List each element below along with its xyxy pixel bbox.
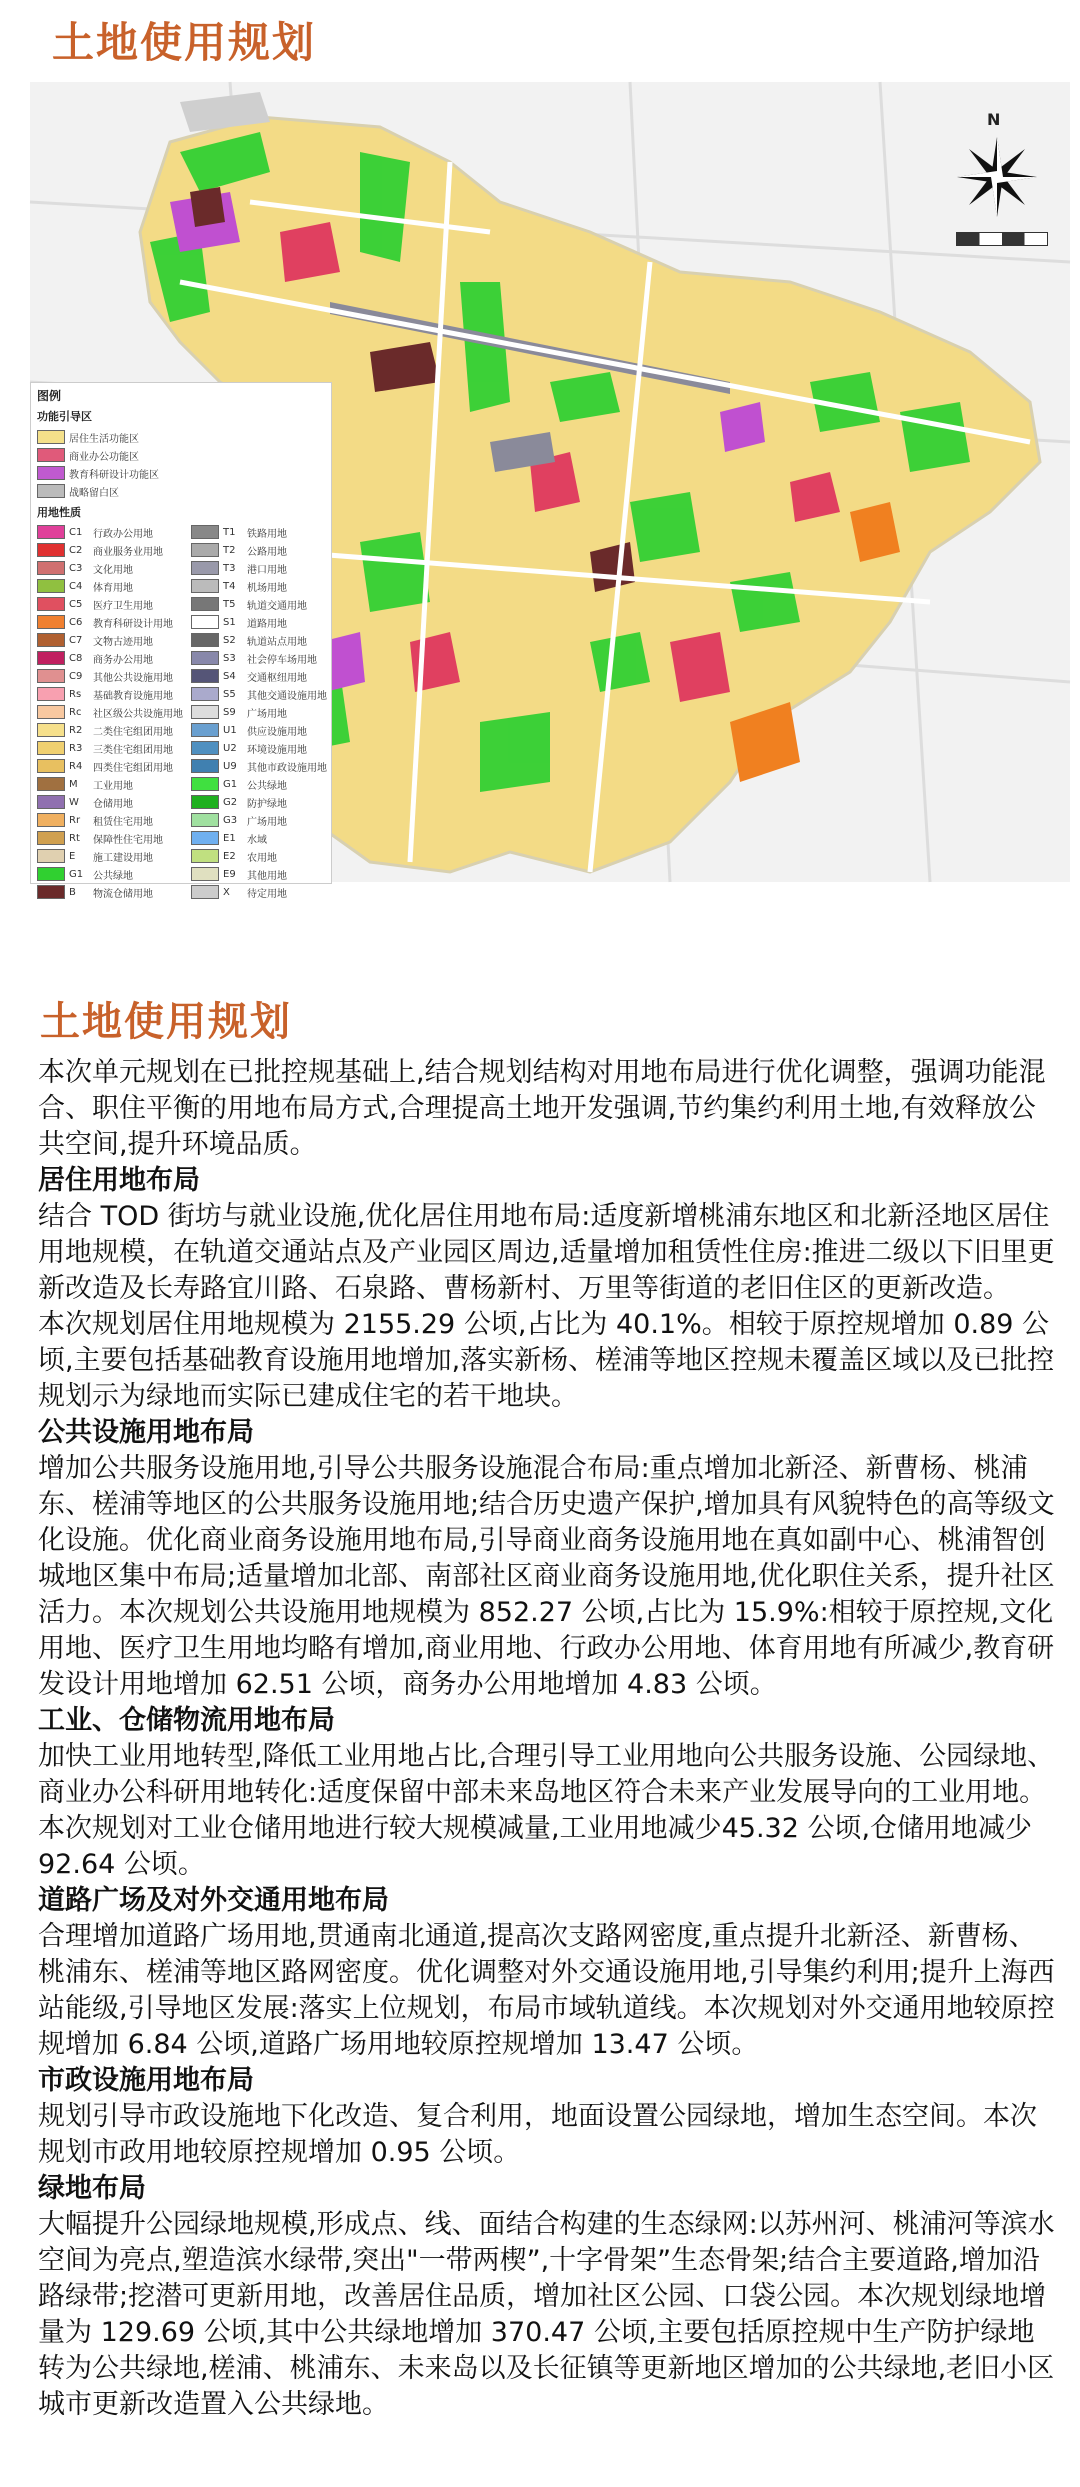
legend-landuse-item xyxy=(37,848,183,864)
legend-landuse-item xyxy=(191,740,327,756)
legend-subtitle-function: 功能引导区 xyxy=(37,410,92,423)
legend-item-code: S5 xyxy=(223,688,236,700)
legend-landuse-item xyxy=(37,542,183,558)
legend-landuse-item xyxy=(191,812,327,828)
legend-swatch xyxy=(37,813,65,827)
legend-item-label: 商业办公功能区 xyxy=(69,451,139,463)
legend-swatch xyxy=(191,759,219,773)
legend-swatch xyxy=(37,777,65,791)
heading-municipal: 市政设施用地布局 xyxy=(38,2065,254,2096)
legend-landuse-item xyxy=(37,740,183,756)
legend-item-code: Rt xyxy=(69,832,80,844)
legend-landuse-item xyxy=(191,560,327,576)
legend-item-code: T5 xyxy=(223,598,236,610)
map-legend xyxy=(30,382,332,900)
heading-residential: 居住用地布局 xyxy=(38,1165,200,1196)
legend-item-label: 文物古迹用地 xyxy=(93,636,153,648)
legend-item-label: 铁路用地 xyxy=(247,528,287,540)
legend-landuse-item xyxy=(191,614,327,630)
legend-landuse-item xyxy=(191,848,327,864)
legend-landuse-item xyxy=(191,758,327,774)
legend-item-label: 水域 xyxy=(247,834,267,846)
legend-item-code: S3 xyxy=(223,652,236,664)
legend-swatch xyxy=(191,777,219,791)
legend-item-code: S1 xyxy=(223,616,236,628)
legend-landuse-item xyxy=(191,542,327,558)
legend-item-label: 广场用地 xyxy=(247,708,287,720)
legend-landuse-item xyxy=(37,632,183,648)
legend-item-code: U1 xyxy=(223,724,237,736)
paragraph: 本次规划居住用地规模为 2155.29 公顷,占比为 40.1%。相较于原控规增加 0.89 公顷,主要包括基础教育设施用地增加,落实新杨、槎浦等地区控规未覆盖区域以及已批控规划示为绿地而实际已建成住宅的若干地块。 xyxy=(38,1309,1055,1412)
legend-item-label: 港口用地 xyxy=(247,564,287,576)
legend-item-code: T1 xyxy=(223,526,236,538)
paragraph: 合理增加道路广场用地,贯通南北通道,提高次支路网密度,重点提升北新泾、新曹杨、桃浦东、槎浦等地区路网密度。优化调整对外交通设施用地,引导集约利用;提升上海西站能级,引导地区发展:落实上位规划，布局市域轨道线。本次规划对外交通用地较原控规增加 6.84 公顷,道路广场用地较原控规增加 13.47 公顷。 xyxy=(38,1921,1055,2060)
legend-swatch xyxy=(37,741,65,755)
legend-item-code: G3 xyxy=(223,814,238,826)
legend-swatch xyxy=(191,867,219,881)
legend-swatch xyxy=(37,448,65,462)
legend-item-label: 三类住宅组团用地 xyxy=(93,744,173,756)
legend-item-label: 商业服务业用地 xyxy=(93,546,163,558)
legend-item-code: E9 xyxy=(223,868,236,880)
legend-swatch xyxy=(37,466,65,480)
legend-item-code: C3 xyxy=(69,562,83,574)
legend-function-item xyxy=(37,482,325,500)
legend-swatch xyxy=(37,430,65,444)
legend-item-code: W xyxy=(69,796,79,808)
legend-swatch xyxy=(37,885,65,899)
legend-swatch xyxy=(191,831,219,845)
legend-item-label: 医疗卫生用地 xyxy=(93,600,153,612)
heading-industrial: 工业、仓储物流用地布局 xyxy=(38,1705,335,1736)
north-label: N xyxy=(987,110,1001,129)
legend-item-label: 商务办公用地 xyxy=(93,654,153,666)
legend-swatch xyxy=(191,687,219,701)
legend-item-label: 其他市政设施用地 xyxy=(247,762,327,774)
legend-item-label: 交通枢纽用地 xyxy=(247,672,307,684)
legend-function-item xyxy=(37,464,325,482)
paragraph: 大幅提升公园绿地规模,形成点、线、面结合构建的生态绿网:以苏州河、桃浦河等滨水空间为亮点,塑造滨水绿带,突出"一带两楔”,十字骨架”生态骨架;结合主要道路,增加沿路绿带;挖潜可更新用地，改善居住品质，增加社区公园、口袋公园。本次规划绿地增量为 129.69 公顷,其中公共绿地增加 370.47 公顷,主要包括原控规中生产防护绿地转为公共绿地,槎浦、桃浦东、未来岛以及长征镇等更新地区增加的公共绿地,老旧小区城市更新改造置入公共绿地。 xyxy=(38,2209,1055,2420)
legend-landuse-item xyxy=(191,722,327,738)
legend-item-label: 社会停车场用地 xyxy=(247,654,317,666)
legend-swatch xyxy=(37,723,65,737)
legend-swatch xyxy=(191,741,219,755)
heading-public-facilities: 公共设施用地布局 xyxy=(38,1417,254,1448)
legend-landuse-item xyxy=(37,866,183,882)
legend-swatch xyxy=(191,543,219,557)
legend-swatch xyxy=(191,849,219,863)
legend-swatch xyxy=(37,867,65,881)
legend-item-code: C5 xyxy=(69,598,83,610)
legend-item-code: Rr xyxy=(69,814,81,826)
legend-swatch xyxy=(37,795,65,809)
legend-landuse-item xyxy=(191,524,327,540)
legend-swatch xyxy=(191,597,219,611)
legend-item-label: 轨道交通用地 xyxy=(247,600,307,612)
legend-item-code: C7 xyxy=(69,634,83,646)
legend-item-label: 公共绿地 xyxy=(247,780,287,792)
legend-landuse-item xyxy=(37,812,183,828)
legend-item-label: 体育用地 xyxy=(93,582,133,594)
legend-landuse-item xyxy=(37,704,183,720)
legend-function-item xyxy=(37,428,325,446)
heading-green: 绿地布局 xyxy=(38,2173,146,2204)
legend-item-code: B xyxy=(69,886,76,898)
legend-item-code: R4 xyxy=(69,760,83,772)
legend-landuse-item xyxy=(37,524,183,540)
legend-item-label: 保障性住宅用地 xyxy=(93,834,163,846)
legend-item-label: 社区级公共设施用地 xyxy=(93,708,183,720)
legend-landuse-item xyxy=(37,596,183,612)
legend-landuse-item xyxy=(191,650,327,666)
legend-item-code: U9 xyxy=(223,760,237,772)
legend-swatch xyxy=(191,813,219,827)
legend-swatch xyxy=(191,723,219,737)
legend-subtitle-landuse: 用地性质 xyxy=(37,506,81,519)
legend-swatch xyxy=(37,849,65,863)
legend-item-label: 公路用地 xyxy=(247,546,287,558)
paragraph: 增加公共服务设施用地,引导公共服务设施混合布局:重点增加北新泾、新曹杨、桃浦东、槎浦等地区的公共服务设施用地;结合历史遗产保护,增加具有风貌特色的高等级文化设施。优化商业商务设施用地布局,引导商业商务设施用地在真如副中心、桃浦智创城地区集中布局;适量增加北部、南部社区商业商务设施用地,优化职住关系，提升社区活力。本次规划公共设施用地规模为 852.27 公顷,占比为 15.9%:相较于原控规,文化用地、医疗卫生用地均略有增加,商业用地、行政办公用地、体育用地有所减少,教育研发设计用地增加 62.51 公顷，商务办公用地增加 4.83 公顷。 xyxy=(38,1453,1055,1700)
legend-swatch xyxy=(37,579,65,593)
legend-item-label: 施工建设用地 xyxy=(93,852,153,864)
legend-landuse-item xyxy=(191,884,327,900)
legend-landuse-item xyxy=(37,668,183,684)
legend-landuse-item xyxy=(191,830,327,846)
legend-function-item xyxy=(37,446,325,464)
legend-item-label: 其他公共设施用地 xyxy=(93,672,173,684)
legend-landuse-item xyxy=(37,776,183,792)
legend-item-code: M xyxy=(69,778,78,790)
legend-landuse-item xyxy=(191,866,327,882)
legend-swatch xyxy=(37,759,65,773)
legend-landuse-item xyxy=(37,560,183,576)
legend-title: 图例 xyxy=(37,389,62,403)
legend-swatch xyxy=(191,525,219,539)
legend-item-code: C6 xyxy=(69,616,83,628)
legend-item-label: 仓储用地 xyxy=(93,798,133,810)
legend-item-code: R2 xyxy=(69,724,83,736)
legend-item-code: C9 xyxy=(69,670,83,682)
land-use-map xyxy=(30,82,1070,900)
legend-item-code: X xyxy=(223,886,230,898)
legend-item-label: 基础教育设施用地 xyxy=(93,690,173,702)
legend-item-label: 物流仓储用地 xyxy=(93,888,153,900)
intro-paragraph: 本次单元规划在已批控规基础上,结合规划结构对用地布局进行优化调整，强调功能混合、职住平衡的用地布局方式,合理提高土地开发强调,节约集约利用土地,有效释放公共空间,提升环境品质。 xyxy=(38,1057,1046,1160)
legend-swatch xyxy=(191,795,219,809)
legend-landuse-item xyxy=(191,668,327,684)
legend-item-label: 战略留白区 xyxy=(69,487,119,499)
legend-item-code: U2 xyxy=(223,742,237,754)
legend-swatch xyxy=(191,885,219,899)
legend-landuse-item xyxy=(191,632,327,648)
legend-landuse-item xyxy=(191,686,327,702)
north-arrow xyxy=(942,112,1052,222)
legend-landuse-item xyxy=(191,596,327,612)
legend-landuse-items xyxy=(31,522,331,902)
legend-swatch xyxy=(37,651,65,665)
legend-item-label: 教育科研设计功能区 xyxy=(69,469,159,481)
legend-swatch xyxy=(191,669,219,683)
legend-item-code: C8 xyxy=(69,652,83,664)
legend-item-code: G2 xyxy=(223,796,238,808)
legend-item-label: 其他用地 xyxy=(247,870,287,882)
legend-item-code: C4 xyxy=(69,580,83,592)
legend-landuse-item xyxy=(37,686,183,702)
legend-landuse-item xyxy=(191,794,327,810)
legend-swatch xyxy=(37,525,65,539)
legend-item-code: R3 xyxy=(69,742,83,754)
legend-swatch xyxy=(191,579,219,593)
legend-swatch xyxy=(37,561,65,575)
legend-landuse-item xyxy=(37,578,183,594)
legend-landuse-item xyxy=(37,794,183,810)
legend-swatch xyxy=(191,615,219,629)
legend-item-label: 二类住宅组团用地 xyxy=(93,726,173,738)
legend-swatch xyxy=(37,669,65,683)
legend-item-label: 教育科研设计用地 xyxy=(93,618,173,630)
legend-item-code: C1 xyxy=(69,526,83,538)
legend-item-label: 供应设施用地 xyxy=(247,726,307,738)
legend-landuse-item xyxy=(37,758,183,774)
legend-item-code: Rs xyxy=(69,688,82,700)
legend-landuse-item xyxy=(191,704,327,720)
legend-item-code: T2 xyxy=(223,544,236,556)
legend-item-code: T3 xyxy=(223,562,236,574)
legend-swatch xyxy=(191,561,219,575)
legend-item-code: T4 xyxy=(223,580,236,592)
legend-item-code: E xyxy=(69,850,76,862)
paragraph: 规划引导市政设施地下化改造、复合利用，地面设置公园绿地，增加生态空间。本次规划市政用地较原控规增加 0.95 公顷。 xyxy=(38,2101,1037,2168)
legend-item-code: C2 xyxy=(69,544,83,556)
legend-landuse-item xyxy=(191,578,327,594)
legend-item-label: 租赁住宅用地 xyxy=(93,816,153,828)
legend-swatch xyxy=(37,633,65,647)
legend-landuse-item xyxy=(191,776,327,792)
legend-item-label: 广场用地 xyxy=(247,816,287,828)
legend-landuse-item xyxy=(37,614,183,630)
legend-item-label: 待定用地 xyxy=(247,888,287,900)
legend-landuse-item xyxy=(37,650,183,666)
legend-swatch xyxy=(191,651,219,665)
legend-item-code: E2 xyxy=(223,850,236,862)
document-body xyxy=(38,1055,1058,2423)
legend-landuse-item xyxy=(37,722,183,738)
scale-bar xyxy=(956,232,1048,246)
legend-item-code: Rc xyxy=(69,706,82,718)
legend-swatch xyxy=(191,705,219,719)
legend-item-label: 文化用地 xyxy=(93,564,133,576)
legend-item-label: 公共绿地 xyxy=(93,870,133,882)
legend-item-label: 其他交通设施用地 xyxy=(247,690,327,702)
legend-item-label: 行政办公用地 xyxy=(93,528,153,540)
legend-swatch xyxy=(191,633,219,647)
paragraph: 结合 TOD 街坊与就业设施,优化居住用地布局:适度新增桃浦东地区和北新泾地区居住用地规模，在轨道交通站点及产业园区周边,适量增加租赁性住房:推进二级以下旧里更新改造及长寿路宜川路、石泉路、曹杨新村、万里等街道的老旧住区的更新改造。 xyxy=(38,1201,1055,1304)
legend-item-label: 防护绿地 xyxy=(247,798,287,810)
legend-item-label: 道路用地 xyxy=(247,618,287,630)
legend-swatch xyxy=(37,484,65,498)
legend-item-label: 工业用地 xyxy=(93,780,133,792)
legend-item-code: G1 xyxy=(69,868,84,880)
legend-item-label: 机场用地 xyxy=(247,582,287,594)
heading-roads: 道路广场及对外交通用地布局 xyxy=(38,1885,389,1916)
compass-icon xyxy=(942,122,1052,232)
paragraph: 加快工业用地转型,降低工业用地占比,合理引导工业用地向公共服务设施、公园绿地、商业办公科研用地转化:适度保留中部未来岛地区符合未来产业发展导向的工业用地。本次规划对工业仓储用地进行较大规模减量,工业用地减少45.32 公顷,仓储用地减少 92.64 公顷。 xyxy=(38,1741,1055,1880)
legend-item-label: 四类住宅组团用地 xyxy=(93,762,173,774)
legend-swatch xyxy=(37,687,65,701)
legend-item-label: 环境设施用地 xyxy=(247,744,307,756)
legend-item-label: 农用地 xyxy=(247,852,277,864)
legend-item-label: 轨道站点用地 xyxy=(247,636,307,648)
legend-item-code: G1 xyxy=(223,778,238,790)
legend-item-code: S2 xyxy=(223,634,236,646)
legend-item-code: S4 xyxy=(223,670,236,682)
legend-swatch xyxy=(37,597,65,611)
legend-swatch xyxy=(37,543,65,557)
legend-landuse-item xyxy=(37,830,183,846)
legend-item-code: S9 xyxy=(223,706,236,718)
section-title: 土地使用规划 xyxy=(40,999,292,1045)
legend-landuse-item xyxy=(37,884,183,900)
legend-item-code: E1 xyxy=(223,832,236,844)
legend-item-label: 居住生活功能区 xyxy=(69,433,139,445)
page-title: 土地使用规划 xyxy=(52,18,317,67)
legend-swatch xyxy=(37,831,65,845)
legend-swatch xyxy=(37,705,65,719)
legend-function-items xyxy=(31,426,331,502)
legend-swatch xyxy=(37,615,65,629)
